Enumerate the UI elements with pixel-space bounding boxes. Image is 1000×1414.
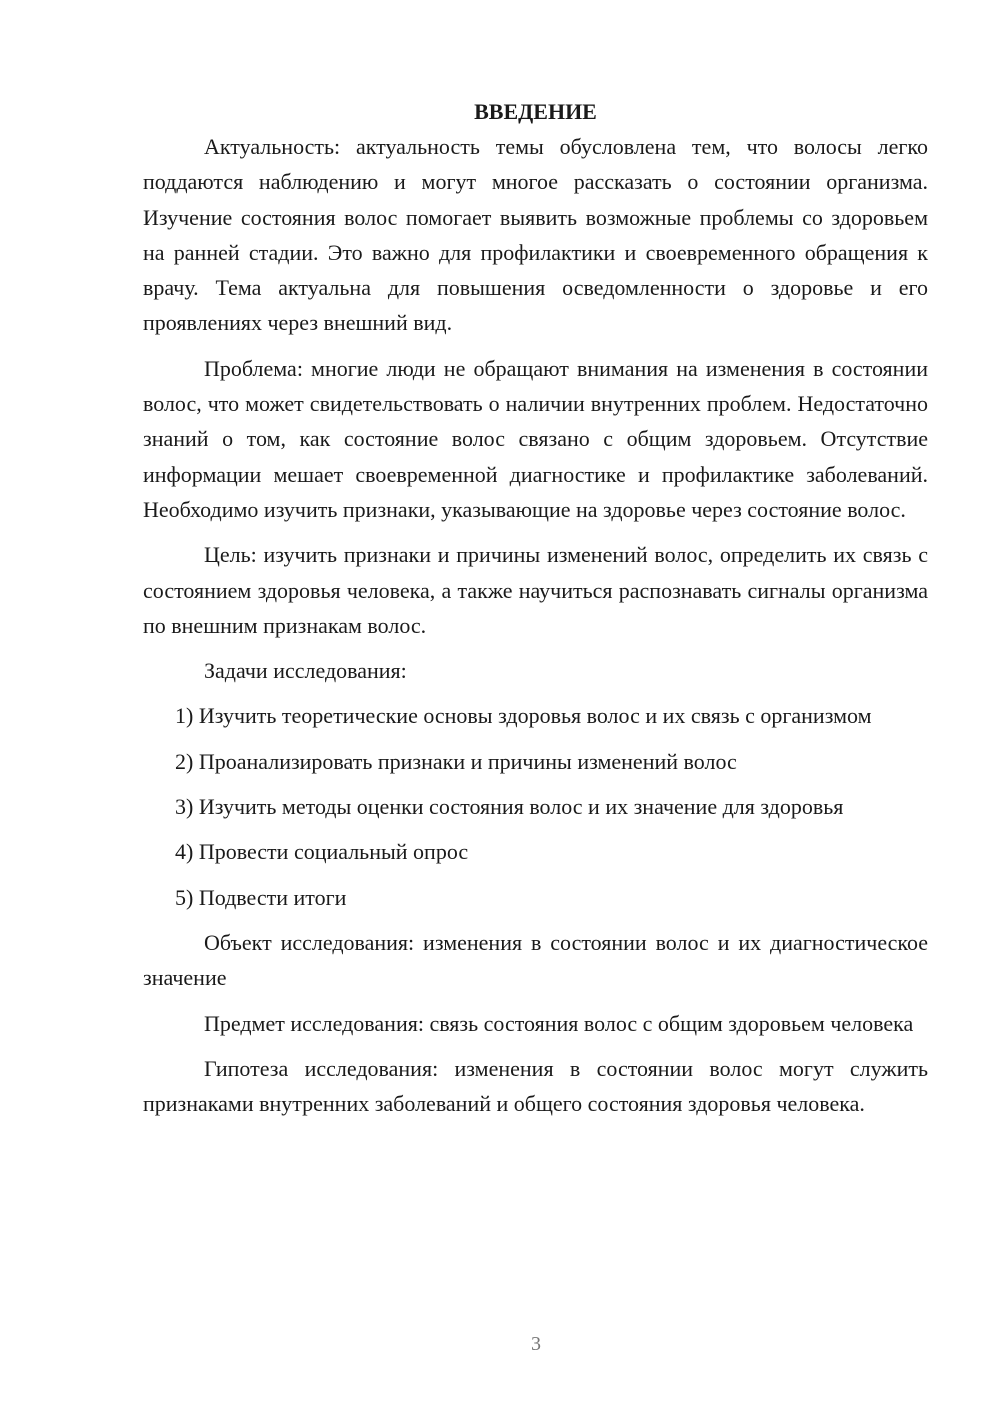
hypothesis-paragraph: Гипотеза исследования: изменения в состоянии волос могут служить признаками внутренних заболеваний и общего состояния здоровья человека. <box>143 1055 928 1117</box>
task-item: 5) Подвести итоги <box>175 884 347 910</box>
document-page <box>143 94 928 1121</box>
tasks-heading: Задачи исследования: <box>204 658 407 684</box>
relevance-paragraph: Актуальность: актуальность темы обусловлена тем, что волосы легко поддаются наблюдению и могут многое рассказать о состоянии организма. Изучение состояния волос помогает выявить возможные проблемы со здоровьем на ранней стадии. Это важно для профилактики и своевременного обращения к врачу. Тема актуальна для повышения осведомленности о здоровье и его проявлениях через внешний вид. <box>143 134 928 336</box>
task-item: 4) Провести социальный опрос <box>175 839 469 865</box>
object-paragraph: Объект исследования: изменения в состоянии волос и их диагностическое значение <box>143 929 928 991</box>
task-item: 1) Изучить теоретические основы здоровья волос и их связь с организмом <box>175 703 872 729</box>
subject-paragraph: Предмет исследования: связь состояния волос с общим здоровьем человека <box>204 1010 914 1036</box>
goal-paragraph: Цель: изучить признаки и причины изменений волос, определить их связь с состоянием здоровья человека, а также научиться распознавать сигналы организма по внешним признакам волос. <box>143 542 928 638</box>
page-number: 3 <box>531 1333 541 1355</box>
task-item: 3) Изучить методы оценки состояния волос и их значение для здоровья <box>175 794 844 820</box>
page-title: ВВЕДЕНИЕ <box>474 99 597 124</box>
problem-paragraph: Проблема: многие люди не обращают внимания на изменения в состоянии волос, что может свидетельствовать о наличии внутренних проблем. Недостаточно знаний о том, как состояние волос связано с общим здоровьем. Отсутствие информации мешает своевременной диагностике и профилактике заболеваний. Необходимо изучить признаки, указывающие на здоровье через состояние волос. <box>143 355 928 522</box>
task-item: 2) Проанализировать признаки и причины изменений волос <box>175 748 737 774</box>
